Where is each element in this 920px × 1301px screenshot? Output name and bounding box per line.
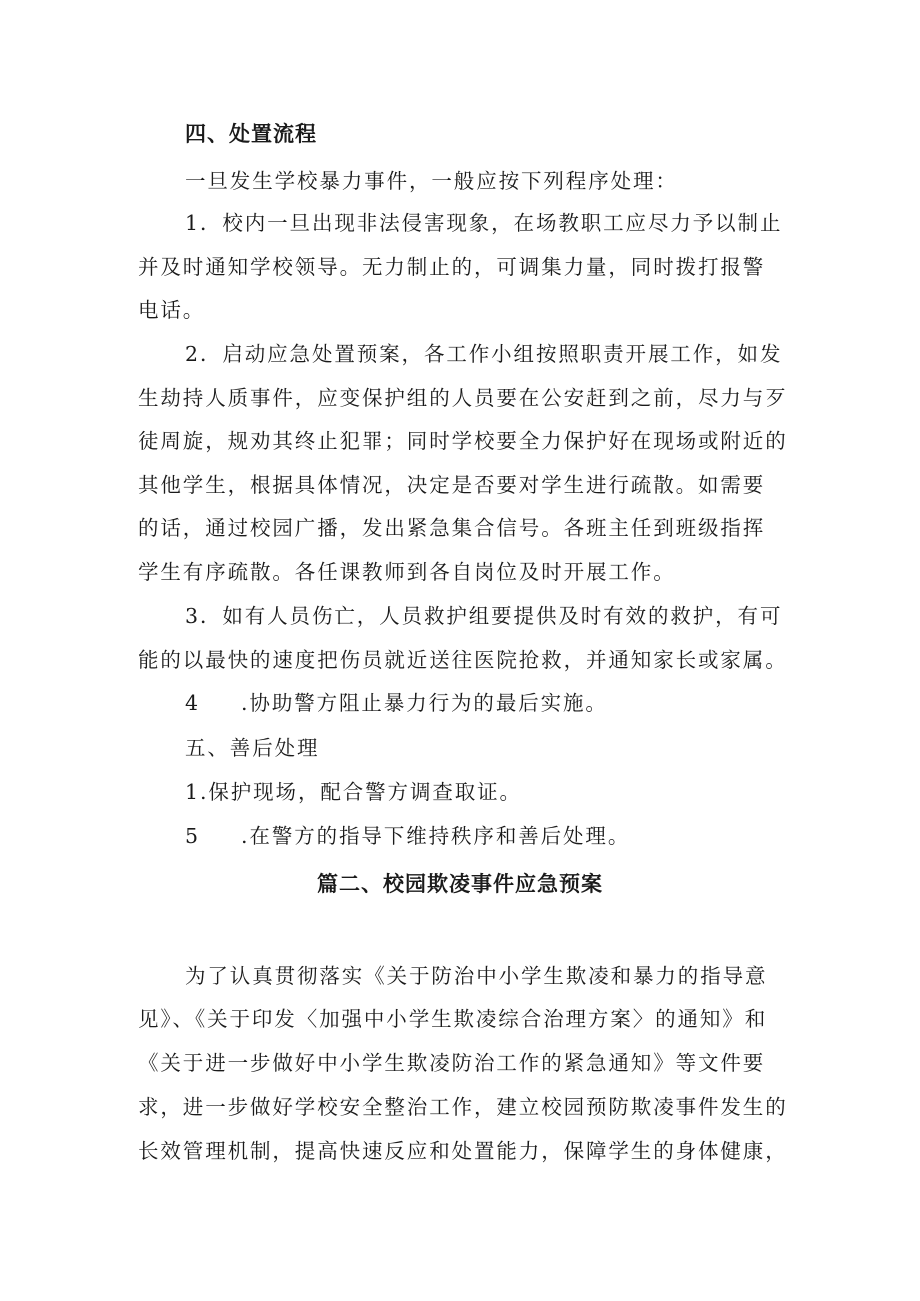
item1-line3: 电话。 [138, 298, 206, 322]
item2-line2: 生劫持人质事件，应变保护组的人员要在公安赶到之前，尽力与歹 [138, 386, 788, 410]
item1-line1: 1．校内一旦出现非法侵害现象，在场教职工应尽力予以制止 [185, 211, 783, 235]
item3-line2: 能的以最快的速度把伤员就近送往医院抢救，并通知家长或家属。 [138, 648, 788, 672]
section5-item1: 1.保护现场，配合警方调查取证。 [185, 780, 522, 804]
item4 [185, 693, 608, 714]
item2-line6: 学生有序疏散。各任课教师到各自岗位及时开展工作。 [138, 560, 676, 584]
part2-para-line4: 求，进一步做好学校安全整治工作，建立校园预防欺凌事件发生的 [138, 1095, 788, 1119]
item2-line3: 徒周旋，规劝其终止犯罪；同时学校要全力保护好在现场或附近的 [138, 429, 788, 453]
item1-line2: 并及时通知学校领导。无力制止的，可调集力量，同时拨打报警 [138, 255, 766, 279]
part2-para-line1: 为了认真贯彻落实《关于防治中小学生欺凌和暴力的指导意 [185, 964, 768, 988]
item3-line1: 3．如有人员伤亡，人员救护组要提供及时有效的救护，有可 [185, 604, 783, 628]
section5-item5 [185, 826, 630, 847]
item5-number: 5 [185, 824, 200, 848]
part2-title: 篇二、校园欺凌事件应急预案 [317, 872, 603, 896]
part2-para-line3: 《关于进一步做好中小学生欺凌防治工作的紧急通知》等文件要 [138, 1051, 766, 1075]
item2-line5: 的话，通过校园广播，发出紧急集合信号。各班主任到班级指挥 [138, 516, 766, 540]
section5-heading: 五、善后处理 [185, 736, 320, 760]
item4-text: .协助警方阻止暴力行为的最后实施。 [241, 691, 608, 715]
item2-line1: 2．启动应急处置预案，各工作小组按照职责开展工作，如发 [185, 342, 783, 366]
section4-heading: 四、处置流程 [185, 122, 317, 146]
part2-para-line5: 长效管理机制，提高快速反应和处置能力，保障学生的身体健康， [138, 1139, 788, 1163]
part2-para-line2: 见》、《关于印发〈加强中小学生欺凌综合治理方案〉的通知》和 [138, 1007, 768, 1031]
section4-intro: 一旦发生学校暴力事件，一般应按下列程序处理： [185, 169, 678, 193]
item2-line4: 其他学生，根据具体情况，决定是否要对学生进行疏散。如需要 [138, 473, 766, 497]
item4-number: 4 [185, 691, 200, 715]
item5-text: .在警方的指导下维持秩序和善后处理。 [241, 824, 631, 848]
